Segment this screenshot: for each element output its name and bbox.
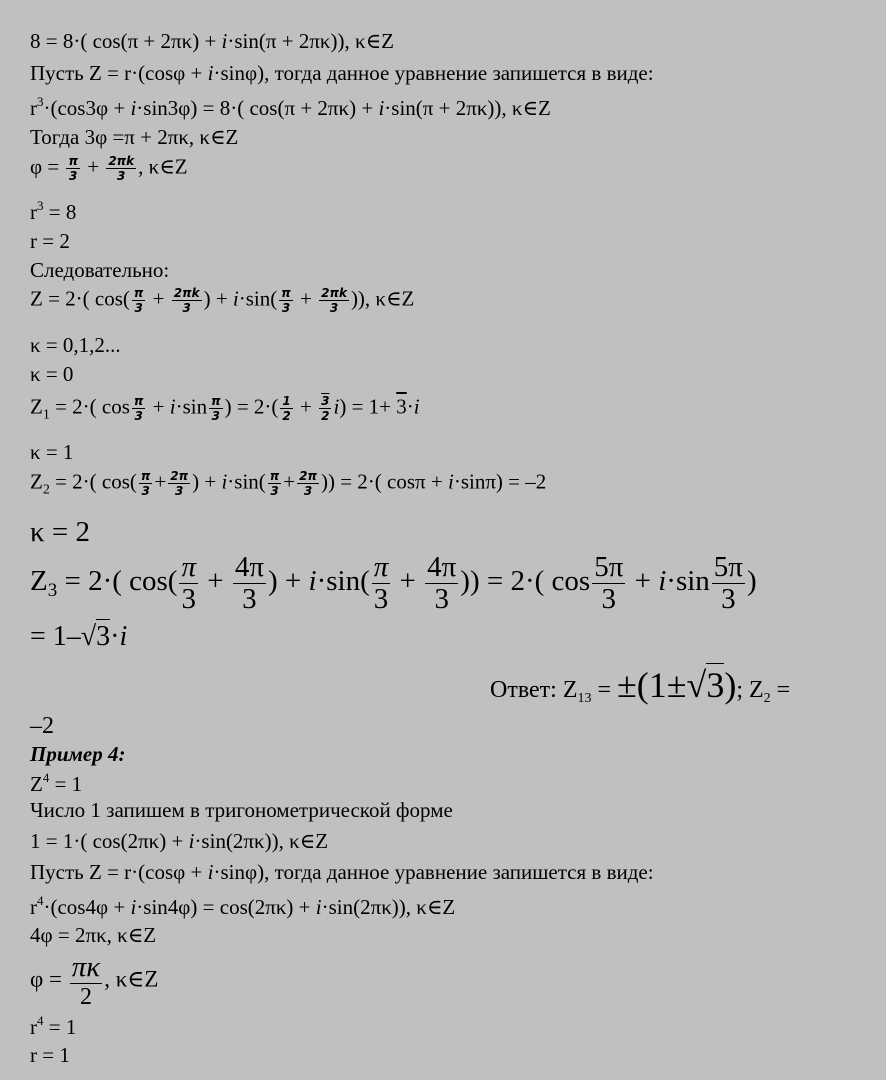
line-r3-8 (30, 199, 76, 223)
text: r (30, 96, 37, 120)
text: Пусть Z = r·(cosφ + (30, 61, 208, 85)
line-r4-equation (30, 894, 455, 918)
text: κ = 0,1,2... (30, 333, 121, 357)
line-answer-cont (30, 714, 54, 738)
sqrt-radicand: 3 (96, 621, 111, 652)
text: ·sin( (238, 286, 278, 311)
plus-sign: + (283, 469, 296, 494)
denominator: 3 (181, 583, 196, 615)
fraction (70, 953, 102, 1009)
subscript: 2 (42, 482, 50, 498)
text: ±(1± (617, 665, 687, 705)
imaginary-unit: i (130, 96, 137, 120)
numerator: π (211, 394, 221, 408)
numerator: 5π (713, 551, 743, 583)
text: , κ∈Z (138, 154, 188, 179)
text: ·sin(2πκ)), κ∈Z (321, 895, 456, 919)
numerator: 3 (321, 394, 330, 408)
text: r = 1 (30, 1043, 70, 1067)
text: 8 = 8·( cos(π + 2πκ) + (30, 29, 222, 53)
numerator: 2πk (173, 286, 200, 300)
text: Тогда 3φ =π + 2πκ, κ∈Z (30, 125, 239, 149)
denominator: 3 (141, 484, 150, 498)
numerator: π (181, 551, 196, 583)
sqrt-radicand: 3 (396, 394, 407, 419)
text: = 2·( cos( (57, 565, 178, 598)
line-r4-1 (30, 1014, 76, 1038)
numerator: 1 (282, 394, 291, 408)
text: ·(cos4φ + (43, 895, 131, 919)
line-equation-8-trig (30, 31, 394, 52)
text: ·sin(π + 2πκ)), κ∈Z (384, 96, 551, 120)
imaginary-unit: i (130, 895, 137, 919)
superscript: 4 (42, 770, 50, 785)
plus-sign: + (154, 469, 167, 494)
superscript: 3 (37, 198, 44, 213)
fraction (139, 470, 153, 497)
text: Пусть Z = r·(cosφ + (30, 860, 208, 884)
line-example-4-heading (30, 744, 125, 765)
fraction (66, 155, 80, 182)
sqrt-sign: √ (80, 621, 97, 652)
imaginary-unit: i (188, 829, 195, 853)
fraction (106, 155, 136, 182)
denominator: 2 (282, 409, 291, 423)
fraction (209, 395, 223, 422)
line-z1 (30, 395, 420, 422)
imaginary-unit: i (333, 394, 340, 419)
sqrt-radicand: 3 (706, 665, 725, 705)
numerator: π (133, 394, 144, 408)
line-z2 (30, 470, 546, 497)
text: Z (30, 565, 48, 598)
line-phi-pi-k-2 (30, 953, 158, 1009)
numerator: 2πk (321, 286, 347, 300)
denominator: 3 (69, 169, 78, 183)
sqrt-sign: √ (686, 665, 707, 705)
text: ) (724, 665, 737, 705)
fraction (168, 470, 190, 497)
denominator: 3 (373, 583, 389, 615)
numerator: 2π (170, 469, 189, 483)
text: = (591, 677, 618, 703)
imaginary-unit: i (207, 860, 214, 884)
line-k-values (30, 335, 121, 356)
line-k-2 (30, 518, 90, 547)
text: r (30, 200, 37, 224)
text: = 2·( cos( (49, 469, 137, 494)
plus-sign: + (392, 565, 424, 598)
text: )) = 2·( cosπ + (320, 469, 448, 494)
numerator: 2πk (108, 154, 135, 168)
fraction (279, 287, 293, 314)
numerator: π (269, 469, 280, 483)
text: )) = 2·( cos (460, 565, 591, 598)
denominator: 3 (329, 301, 339, 315)
denominator: 3 (601, 583, 617, 615)
fraction (233, 553, 266, 614)
text: ·sin3φ) = 8·( cos(π + 2πκ) + (136, 96, 379, 120)
line-then-3phi (30, 127, 238, 148)
fraction (712, 553, 745, 614)
text: = (770, 677, 791, 703)
text: = 1– (30, 621, 81, 652)
line-let-z-2 (30, 862, 654, 883)
line-let-z (30, 63, 654, 84)
text: Z (30, 469, 43, 494)
text: ) (746, 565, 757, 598)
text: ; Z (736, 677, 764, 703)
line-phi-formula (30, 155, 188, 182)
subscript: 3 (47, 580, 58, 602)
plus-sign: + (300, 286, 312, 311)
line-z3-result (30, 623, 127, 651)
text: ) + (268, 565, 309, 598)
plus-sign: + (300, 394, 312, 419)
text: ·sinπ) = –2 (453, 469, 547, 494)
line-k-1 (30, 442, 73, 463)
denominator: 3 (211, 409, 221, 423)
section-heading: Пример 4: (30, 742, 126, 766)
denominator: 3 (434, 583, 449, 615)
subscript: 1 (42, 407, 50, 423)
text: Z (30, 772, 43, 796)
line-1-trig (30, 831, 328, 852)
text: Следовательно: (30, 258, 170, 282)
denominator: 3 (281, 301, 291, 315)
numerator: 4π (234, 551, 264, 583)
imaginary-unit: i (378, 96, 385, 120)
denominator: 3 (174, 484, 184, 498)
denominator: 3 (721, 583, 736, 615)
text: ·sin(2πκ)), κ∈Z (194, 829, 329, 853)
line-r-2 (30, 231, 70, 252)
numerator: πκ (71, 951, 101, 983)
text: κ = 1 (30, 440, 74, 464)
numerator: π (140, 469, 151, 483)
text: ) + (203, 286, 233, 311)
imaginary-unit: i (308, 565, 317, 598)
fraction (319, 287, 349, 314)
imaginary-unit: i (232, 286, 239, 311)
text: 1 = 1·( cos(2πκ) + (30, 829, 189, 853)
text: = 2·( cos (49, 394, 130, 419)
line-z3 (30, 553, 757, 614)
fraction (425, 553, 458, 614)
fraction (132, 395, 146, 422)
text: Z = 2·( cos( (30, 286, 130, 311)
text: = 1 (49, 772, 83, 796)
numerator: π (373, 551, 389, 583)
superscript: 3 (37, 94, 44, 109)
text: r (30, 1015, 37, 1039)
denominator: 3 (134, 409, 143, 423)
denominator: 3 (117, 169, 126, 183)
text: ·sin (175, 394, 208, 419)
line-write-1-trig (30, 800, 453, 821)
text: ·sin(π + 2πκ)), κ∈Z (227, 29, 394, 53)
imaginary-unit: i (207, 61, 214, 85)
numerator: π (133, 286, 144, 300)
line-r3-equation (30, 95, 551, 119)
text: ·sin( (316, 565, 370, 598)
text: ·sinφ), тогда данное уравнение запишется в виде: (213, 860, 654, 884)
line-r-1 (30, 1045, 70, 1066)
text: r = 2 (30, 229, 70, 253)
fraction (172, 287, 202, 314)
text: ·sinφ), тогда данное уравнение запишется в виде: (213, 61, 654, 85)
imaginary-unit: i (221, 29, 228, 53)
numerator: π (281, 286, 291, 300)
text: )), κ∈Z (350, 286, 415, 311)
plus-sign: + (152, 286, 165, 311)
fraction (319, 395, 331, 422)
answer-label: Ответ: Z (490, 677, 578, 703)
text: Число 1 запишем в тригонометрической форме (30, 798, 453, 822)
text: –2 (30, 713, 54, 739)
text: ·(cos3φ + (43, 96, 131, 120)
text: ) = 1+ (339, 394, 397, 419)
subscript: 13 (577, 691, 592, 706)
text: ) = 2·( (224, 394, 279, 419)
text: φ = (30, 154, 60, 179)
numerator: 2π (299, 469, 317, 483)
line-z-general (30, 287, 414, 314)
fraction (372, 553, 391, 614)
fraction (132, 287, 146, 314)
imaginary-unit: i (315, 895, 322, 919)
text: κ = 0 (30, 362, 74, 386)
fraction (592, 553, 625, 614)
text: ·sin (666, 565, 710, 598)
numerator: 4π (427, 551, 457, 583)
text: + (627, 565, 659, 598)
text: = 1 (43, 1015, 77, 1039)
text: ) + (192, 469, 222, 494)
denominator: 3 (242, 583, 257, 615)
plus-sign: + (87, 154, 100, 179)
fraction (268, 470, 282, 497)
fraction (179, 553, 198, 614)
denominator: 2 (79, 984, 92, 1010)
line-answer (490, 667, 790, 706)
numerator: 5π (594, 551, 624, 583)
plus-sign: + (199, 565, 231, 598)
denominator: 3 (182, 301, 191, 315)
line-z4-1 (30, 771, 82, 795)
numerator: π (68, 154, 78, 168)
denominator: 3 (270, 484, 279, 498)
superscript: 4 (37, 1013, 44, 1028)
imaginary-unit: i (119, 621, 128, 652)
text: · (110, 621, 120, 652)
text: κ = 2 (30, 516, 90, 548)
fraction (297, 470, 319, 497)
denominator: 2 (321, 409, 330, 423)
text: + (147, 394, 170, 419)
imaginary-unit: i (169, 394, 176, 419)
text: φ = (30, 966, 68, 992)
text: ·sin4φ) = cos(2πκ) + (136, 895, 316, 919)
text: ·sin( (227, 469, 266, 494)
denominator: 3 (134, 301, 143, 315)
imaginary-unit: i (658, 565, 667, 598)
line-4phi (30, 925, 156, 946)
text: Z (30, 394, 43, 419)
text: · (406, 394, 414, 419)
text: 4φ = 2πκ, κ∈Z (30, 923, 157, 947)
line-consequently (30, 260, 169, 281)
imaginary-unit: i (447, 469, 454, 494)
imaginary-unit: i (413, 394, 420, 419)
line-k-0 (30, 364, 73, 385)
imaginary-unit: i (221, 469, 228, 494)
text: = 8 (43, 200, 77, 224)
denominator: 3 (303, 484, 313, 498)
text: r (30, 895, 37, 919)
subscript: 2 (763, 691, 771, 706)
superscript: 4 (37, 893, 44, 908)
fraction (280, 395, 292, 422)
text: , κ∈Z (104, 966, 159, 992)
